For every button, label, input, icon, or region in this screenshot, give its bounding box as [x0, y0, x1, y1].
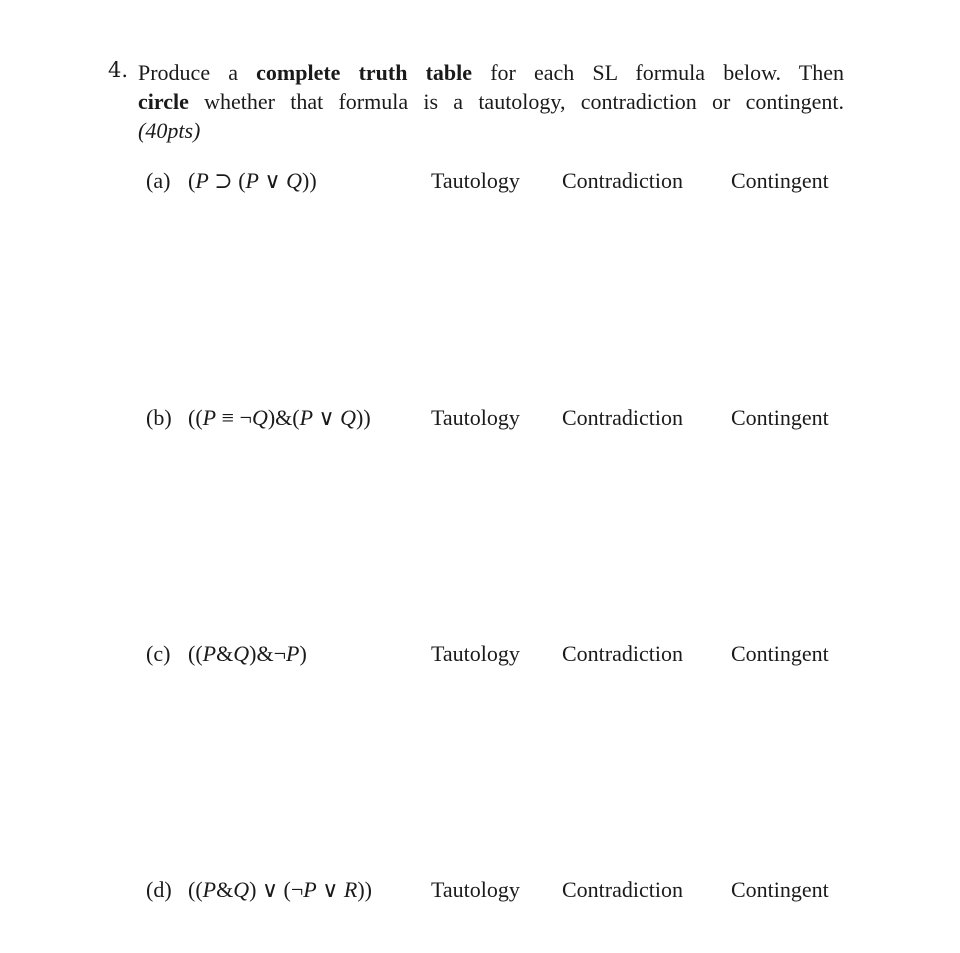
part-label: (c) [146, 641, 171, 666]
option-contingent[interactable]: Contingent [731, 641, 829, 666]
option-contradiction[interactable]: Contradiction [562, 168, 683, 193]
part-a [146, 168, 846, 198]
formula: (P ⊃ (P ∨ Q)) [188, 168, 317, 193]
instruction-line-2 [138, 87, 844, 116]
option-contingent[interactable]: Contingent [731, 168, 829, 193]
instruction-bold-truth-table: complete truth table [256, 60, 473, 85]
option-tautology[interactable]: Tautology [431, 405, 520, 430]
problem-instructions [138, 58, 844, 145]
option-contingent[interactable]: Contingent [731, 405, 829, 430]
instruction-text-b: for each SL formula below. Then [472, 60, 844, 85]
option-contingent[interactable]: Contingent [731, 877, 829, 902]
instruction-text-a: Produce a [138, 60, 257, 85]
part-c [146, 641, 846, 671]
part-d [146, 877, 846, 907]
part-label: (b) [146, 405, 172, 430]
option-tautology[interactable]: Tautology [431, 641, 520, 666]
part-label: (d) [146, 877, 172, 902]
option-contradiction[interactable]: Contradiction [562, 641, 683, 666]
points-value: (40pts) [138, 118, 201, 143]
instruction-text-c: whether that formula is a tautology, contradiction or contingent. [188, 89, 844, 114]
option-tautology[interactable]: Tautology [431, 877, 520, 902]
part-label: (a) [146, 168, 171, 193]
option-tautology[interactable]: Tautology [431, 168, 520, 193]
formula: ((P ≡ ¬Q)&(P ∨ Q)) [188, 405, 371, 430]
problem-number: 4. [108, 58, 129, 82]
instruction-bold-circle: circle [138, 89, 189, 114]
instruction-line-1 [138, 58, 844, 87]
option-contradiction[interactable]: Contradiction [562, 877, 683, 902]
option-contradiction[interactable]: Contradiction [562, 405, 683, 430]
formula: ((P&Q)&¬P) [188, 641, 307, 666]
part-b [146, 405, 846, 435]
formula: ((P&Q) ∨ (¬P ∨ R)) [188, 877, 372, 902]
